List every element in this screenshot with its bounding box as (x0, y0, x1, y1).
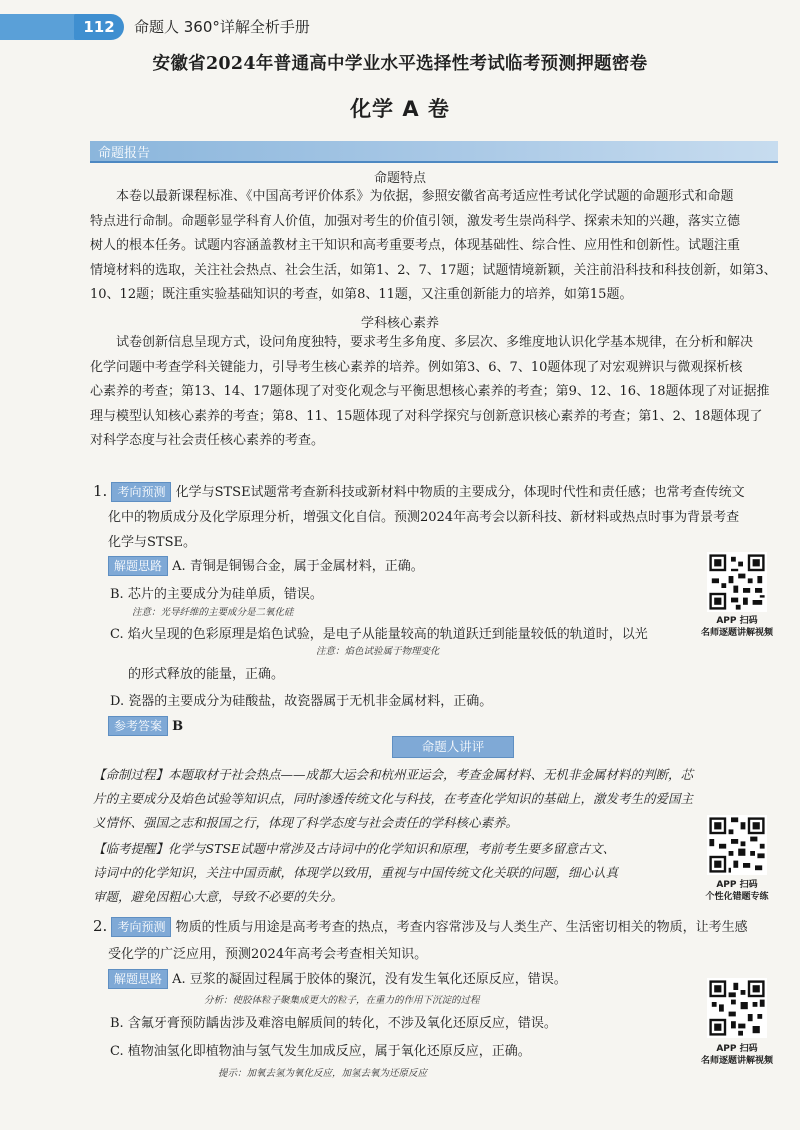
features-paragraph (90, 185, 780, 308)
option-a: A. 豆浆的凝固过程属于胶体的聚沉，没有发生氧化还原反应，错误。 (172, 972, 567, 987)
literacy-line: 化学问题中考查学科关键能力，引导考生核心素养的培养。例如第3、6、7、10题体现了对宏观辨识与微观探析核 (90, 359, 743, 375)
forecast-line: 化学与STSE。 (108, 535, 196, 550)
page-number: 112 (74, 14, 124, 40)
literacy-line: 理与模型认知核心素养的考查；第8、11、15题体现了对科学探究与创新意识核心素养的考查；第1、2、18题体现了 (90, 408, 763, 424)
question-1 (93, 481, 783, 550)
q1-answer-row (108, 716, 183, 736)
report-label: 命题报告 (98, 146, 151, 161)
header-band (0, 14, 80, 40)
option-a: A. 青铜是铜锡合金，属于金属材料，正确。 (172, 559, 424, 574)
page-header (0, 14, 310, 40)
section-heading-features: 命题特点 (373, 171, 426, 186)
question-number: 1. (93, 482, 108, 500)
idea-tag: 解题思路 (108, 969, 168, 989)
answer-value: B (172, 719, 184, 734)
qr-caption-3 (682, 1043, 792, 1067)
book-title: 命题人 360°详解全析手册 (134, 18, 310, 36)
answer-tag: 参考答案 (108, 716, 168, 736)
process-line: 【命制过程】本题取材于社会热点——成都大运会和杭州亚运会，考查金属材料、无机非金属材料的判断，芯 (93, 767, 694, 782)
option-d: D. 瓷器的主要成分为硅酸盐，故瓷器属于无机非金属材料，正确。 (110, 694, 493, 709)
features-line: 特点进行命制。命题彰显学科育人价值，加强对考生的价值引领，激发考生崇尚科学、探索未知的兴趣，落实立德 (90, 213, 741, 229)
report-bar (90, 141, 778, 163)
question-2 (93, 916, 783, 962)
forecast-tag: 考向预测 (111, 482, 171, 502)
qr-caption-line: 个性化错题专练 (705, 892, 769, 902)
qr-code-icon[interactable] (707, 552, 767, 612)
tips-line: 【临考提醒】化学与STSE试题中常涉及古诗词中的化学知识和原理，考前考生要多留意古文、 (93, 841, 616, 856)
note-c: 注意：焰色试验属于物理变化 (316, 646, 440, 657)
qr-caption-line: APP 扫码 (716, 880, 758, 890)
forecast-line: 物质的性质与用途是高考考查的热点，考查内容常涉及与人类生产、生活密切相关的物质，让考生感 (175, 920, 748, 935)
features-line: 情境材料的选取，关注社会热点、社会生活，如第1、2、7、17题；试题情境新颖，关注前沿科技和科技创新，如第3、 (90, 262, 777, 278)
qr-caption-line: APP 扫码 (716, 616, 758, 626)
option-c: C. 植物油氢化即植物油与氢气发生加成反应，属于氧化还原反应，正确。 (110, 1044, 531, 1059)
option-b: B. 含氟牙膏预防龋齿涉及难溶电解质间的转化，不涉及氧化还原反应，错误。 (110, 1016, 557, 1031)
note-a: 分析：使胶体粒子聚集成更大的粒子，在重力的作用下沉淀的过程 (204, 995, 480, 1006)
q2-option-a-row (108, 968, 567, 989)
commentary-tips (93, 837, 713, 909)
forecast-line: 化中的物质成分及化学原理分析，增强文化自信。预测2024年高考会以新科技、新材料或热点时事为背景考查 (108, 510, 740, 525)
sub-title: 化学 A 卷 (350, 97, 450, 121)
literacy-line: 心素养的考查；第13、14、17题体现了对变化观念与平衡思想核心素养的考查；第9、12、16、18题体现了对证据推 (90, 384, 770, 399)
features-line: 树人的根本任务。试题内容涵盖教材主干知识和高考重要考点，体现基础性、综合性、应用性和创新性。试题注重 (90, 238, 741, 253)
forecast-tag: 考向预测 (111, 917, 171, 937)
literacy-line: 对科学态度与社会责任核心素养的考查。 (90, 433, 325, 448)
features-line: 本卷以最新课程标准、《中国高考评价体系》为依据，参照安徽省高考适应性考试化学试题的命题形式和命题 (116, 189, 734, 204)
qr-caption-line: 名师逐题讲解视频 (700, 628, 773, 638)
qr-code-icon[interactable] (707, 815, 767, 875)
literacy-paragraph (90, 331, 780, 454)
tips-line: 诗词中的化学知识，关注中国贡献，体现学以致用，重视与中国传统文化关联的问题，细心认真 (93, 865, 619, 880)
main-title: 安徽省2024年普通高中学业水平选择性考试临考预测押题密卷 (152, 54, 648, 74)
note-c: 提示：加氧去氢为氧化反应，加氢去氧为还原反应 (218, 1068, 428, 1079)
forecast-line: 受化学的广泛应用，预测2024年高考会考查相关知识。 (108, 947, 428, 962)
tips-line: 审题，避免因粗心大意，导致不必要的失分。 (93, 889, 344, 904)
option-c-line1: C. 焰火呈现的色彩原理是焰色试验，是电子从能量较高的轨道跃迁到能量较低的轨道时，以光 (110, 627, 648, 642)
q1-option-a-row (108, 555, 424, 576)
commentary-tag: 命题人讲评 (392, 736, 514, 758)
process-line: 片的主要成分及焰色试验等知识点，同时渗透传统文化与科技，在考查化学知识的基础上，激发考生的爱国主 (93, 791, 694, 806)
literacy-line: 试卷创新信息呈现方式，设问角度独特，要求考生多角度、多层次、多维度地认识化学基本规律，在分析和解决 (116, 335, 754, 350)
process-line: 义情怀、强国之志和报国之行，体现了科学态度与社会责任的学科核心素养。 (93, 815, 519, 830)
qr-caption-2 (682, 879, 792, 903)
qr-caption-line: 名师逐题讲解视频 (700, 1056, 773, 1066)
option-c-line2: 的形式释放的能量，正确。 (128, 667, 285, 682)
forecast-line: 化学与STSE试题常考查新科技或新材料中物质的主要成分，体现时代性和责任感；也常考查传统文 (175, 485, 745, 500)
question-number: 2. (93, 917, 108, 935)
note-b: 注意：光导纤维的主要成分是二氧化硅 (132, 607, 294, 618)
idea-tag: 解题思路 (108, 556, 168, 576)
qr-caption-1 (682, 615, 792, 639)
qr-caption-line: APP 扫码 (716, 1044, 758, 1054)
option-b: B. 芯片的主要成分为硅单质，错误。 (110, 587, 323, 602)
commentary-process (93, 763, 793, 835)
features-line: 10、12题；既注重实验基础知识的考查，如第8、11题，又注重创新能力的培养，如第15题。 (90, 287, 633, 302)
section-heading-literacy: 学科核心素养 (360, 316, 439, 331)
qr-code-icon[interactable] (707, 978, 767, 1038)
